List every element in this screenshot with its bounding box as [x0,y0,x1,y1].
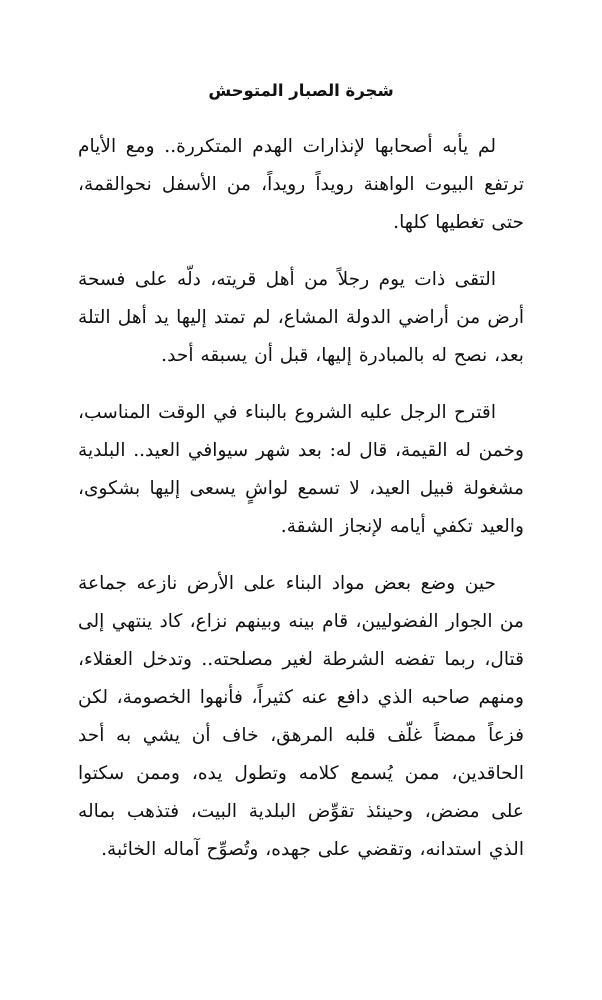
paragraph-3: اقترح الرجل عليه الشروع بالبناء في الوقت المناسب، وخمن له القيمة، قال له: بعد شهر سيوافي العيد.. البلدية مشغولة قبيل العيد، لا تسمع لواشٍ يسعى إليها بشكوى، والعيد تكفي أيامه لإنجاز الشقة. [78,402,524,537]
paragraph-4: حين وضع بعض مواد البناء على الأرض نازعه جماعة من الجوار الفضوليين، قام بينه وبينهم نزاع، كاد ينتهي إلى قتال، ربما تفضه الشرطة لغير مصلحته.. وتدخل العقلاء، ومنهم صاحبه الذي دافع عنه كثيراً، فأنهوا الخصومة، لكن فزعاً ممضاً غلّف قلبه المرهق، خاف أن يشي به أحد الحاقدين، ممن يُسمع كلامه وتطول يده، وممن سكتوا على مضض، وحينئذ تقوِّض البلدية البيت، فتذهب بماله الذي استدانه، وتقضي على جهده، وتُصوِّح آماله الخائبة. [78,573,524,860]
paragraph-1: لم يأبه أصحابها لإنذارات الهدم المتكررة.. ومع الأيام ترتفع البيوت الواهنة رويداً رويداً، من الأسفل نحوالقمة، حتى تغطيها كلها. [78,136,524,233]
story-title: شجرة الصبار المتوحش [208,81,394,100]
story-body [78,128,524,869]
paragraph-2: التقى ذات يوم رجلاً من أهل قريته، دلّه على فسحة أرض من أراضي الدولة المشاع، لم تمتد إليها يد أهل التلة بعد، نصح له بالمبادرة إليها، قبل أن يسبقه أحد. [78,269,524,366]
